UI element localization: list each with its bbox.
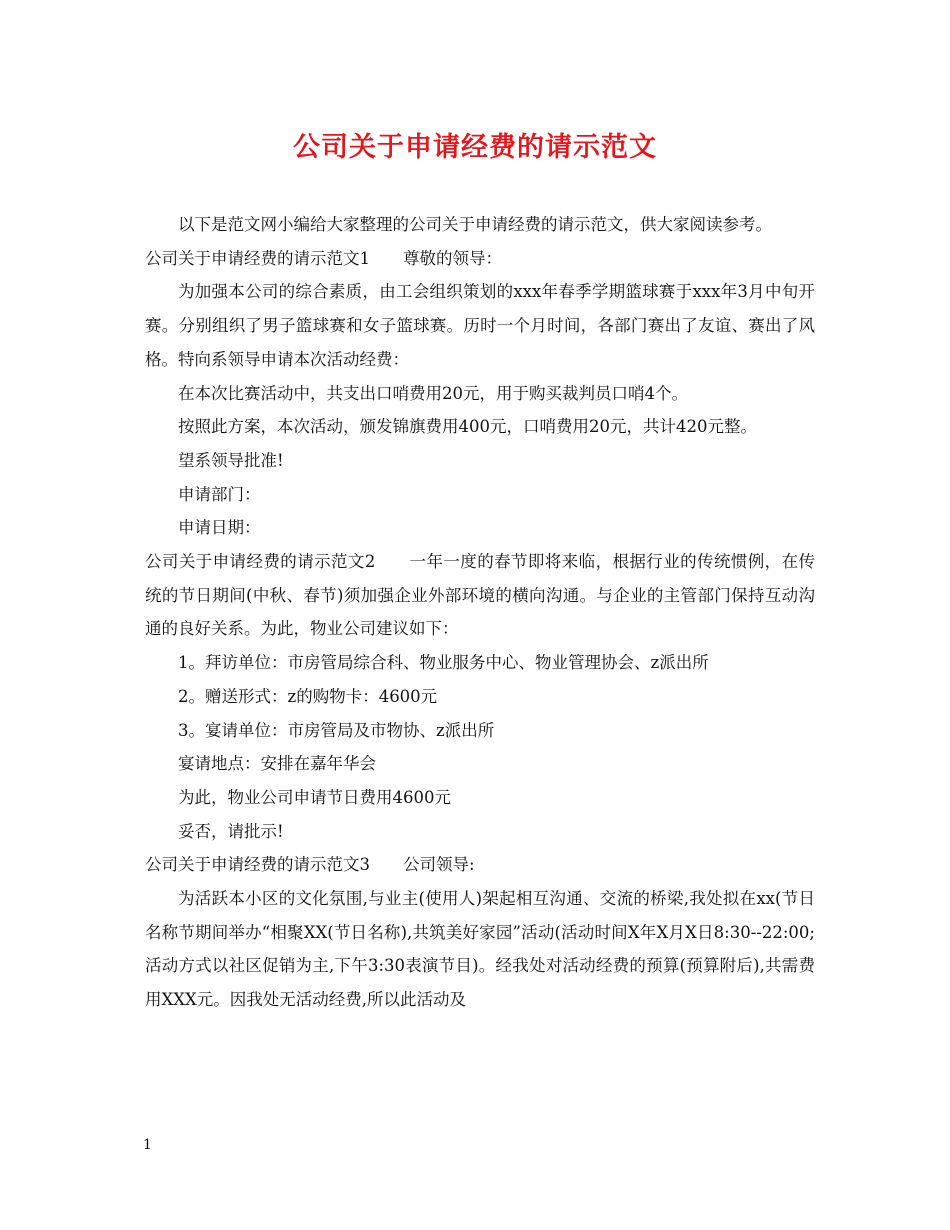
paragraph: 为加强本公司的综合素质，由工会组织策划的xxx年春季学期篮球赛于xxx年3月中旬开赛。分别组织了男子篮球赛和女子篮球赛。历时一个月时间，各部门赛出了友谊、赛出了风格。特向系领导申请本次活动经费： — [145, 282, 815, 369]
intro-paragraph: 以下是范文网小编给大家整理的公司关于申请经费的请示范文，供大家阅读参考。 — [178, 215, 772, 234]
section-heading-1: 公司关于申请经费的请示范文1 尊敬的领导： — [145, 248, 502, 268]
paragraph: 妥否，请批示! — [178, 821, 284, 841]
paragraph: 申请部门： — [178, 484, 261, 504]
document-title: 公司关于申请经费的请示范文 — [293, 132, 657, 163]
paragraph: 宴请地点：安排在嘉年华会 — [178, 754, 376, 774]
list-item: 2。赠送形式：z的购物卡：4600元 — [178, 686, 438, 706]
section-heading-2: 公司关于申请经费的请示范文2 一年一度的春节即将来临，根据行业的传统惯例，在传统的节日期间(中秋、春节)须加强企业外部环境的横向沟通。与企业的主管部门保持互动沟通的良好关系。为此，物业公司建议如下： — [145, 552, 815, 639]
paragraph: 在本次比赛活动中，共支出口哨费用20元，用于购买裁判员口哨4个。 — [178, 383, 688, 403]
paragraph: 为此，物业公司申请节日费用4600元 — [178, 787, 451, 807]
paragraph: 按照此方案，本次活动，颁发锦旗费用400元，口哨费用20元，共计420元整。 — [178, 417, 757, 437]
paragraph: 申请日期： — [178, 518, 261, 538]
list-item: 3。宴请单位：市房管局及市物协、z派出所 — [178, 720, 495, 740]
document-body — [145, 208, 815, 1017]
list-item: 1。拜访单位：市房管局综合科、物业服务中心、物业管理协会、z派出所 — [178, 653, 709, 673]
page-number: 1 — [143, 1137, 152, 1153]
paragraph: 为活跃本小区的文化氛围,与业主(使用人)架起相互沟通、交流的桥梁,我处拟在xx(节日名称节期间举办“相聚XX(节日名称),共筑美好家园”活动(活动时间X年X月X日8:30--22:00;活动方式以社区促销为主,下午3:30表演节目)。经我处对活动经费的预算(预算附后),共需费用XXX元。因我处无活动经费,所以此活动及 — [145, 889, 815, 1010]
section-heading-3: 公司关于申请经费的请示范文3 公司领导: — [145, 855, 475, 875]
paragraph: 望系领导批准! — [178, 450, 284, 470]
